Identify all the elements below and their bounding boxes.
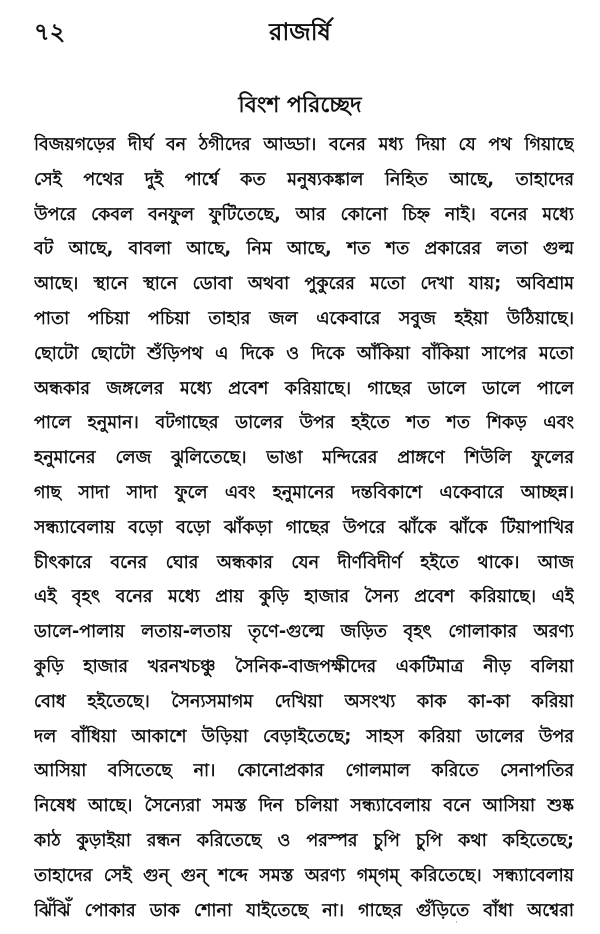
text-line: আছে। স্থানে স্থানে ডোবা অথবা পুকুরের মতো দেখা যায়; অবিশ্রাম xyxy=(34,274,574,295)
page-number: ৭২ xyxy=(34,18,66,46)
text-line: নিষেধ আছে। সৈন্যেরা সমস্ত দিন চলিয়া সন্ধ্যাবেলায় বনে আসিয়া শুষ্ক xyxy=(34,796,574,817)
text-line: বিজয়গড়ের দীর্ঘ বন ঠগীদের আড্ডা। বনের মধ্য দিয়া যে পথ গিয়াছে xyxy=(34,135,574,155)
text-line: পাতা পচিয়া পচিয়া তাহার জল একেবারে সবুজ হইয়া উঠিয়াছে। xyxy=(34,308,574,329)
text-line: পালে হনুমান। বটগাছের ডালের উপর হইতে শত শত শিকড় এবং xyxy=(34,413,574,434)
text-line: দল বাঁধিয়া আকাশে উড়িয়া বেড়াইতেছে; সাহস করিয়া ডালের উপর xyxy=(34,726,574,747)
chapter-title: বিংশ পরিচ্ছেদ xyxy=(238,93,362,118)
text-line: সেই পথের দুই পার্শ্বে কত মনুষ্যকঙ্কাল নিহিত আছে, তাহাদের xyxy=(34,169,574,190)
text-line: তাহাদের সেই গুন্ গুন্ শব্দে সমস্ত অরণ্য গম্‌গম্ করিতেছে। সন্ধ্যাবেলায় xyxy=(34,865,574,886)
text-line: ছোটো ছোটো শুঁড়িপথ এ দিকে ও দিকে আঁকিয়া বাঁকিয়া সাপের মতো xyxy=(34,343,574,364)
text-line: বোধ হইতেছে। সৈন্যসমাগম দেখিয়া অসংখ্য কাক কা-কা করিয়া xyxy=(34,691,574,712)
text-line: এই বৃহৎ বনের মধ্যে প্রায় কুড়ি হাজার সৈন্য প্রবেশ করিয়াছে। এই xyxy=(34,587,574,608)
text-line: ঝিঁঝিঁ পোকার ডাক শোনা যাইতেছে না। গাছের গুঁড়িতে বাঁধা অশ্বেরা xyxy=(34,900,574,921)
page-header xyxy=(0,14,600,54)
text-line: কুড়ি হাজার খরনখচঞ্চু সৈনিক-বাজপক্ষীদের একটিমাত্র নীড় বলিয়া xyxy=(34,656,574,677)
text-line: গাছ সাদা সাদা ফুলে এবং হনুমানের দন্তবিকাশে একেবারে আচ্ছন্ন। xyxy=(34,482,574,503)
scan-speck: · xyxy=(455,918,458,928)
text-line: উপরে কেবল বনফুল ফুটিতেছে, আর কোনো চিহ্ন নাই। বনের মধ্যে xyxy=(34,204,574,225)
text-line: আসিয়া বসিতেছে না। কোনোপ্রকার গোলমাল করিতে সেনাপতির xyxy=(34,761,574,782)
text-line: বট আছে, বাবলা আছে, নিম আছে, শত শত প্রকারের লতা গুল্ম xyxy=(34,239,574,260)
running-title: রাজর্ষি xyxy=(269,18,331,46)
text-line: চীৎকারে বনের ঘোর অন্ধকার যেন দীর্ণবিদীর্ণ হইতে থাকে। আজ xyxy=(34,552,574,573)
text-line: হনুমানের লেজ ঝুলিতেছে। ভাঙা মন্দিরের প্রাঙ্গণে শিউলি ফুলের xyxy=(34,448,574,469)
text-line: কাঠ কুড়াইয়া রন্ধন করিতেছে ও পরস্পর চুপি চুপি কথা কহিতেছে; xyxy=(34,830,574,851)
text-line: অন্ধকার জঙ্গলের মধ্যে প্রবেশ করিয়াছে। গাছের ডালে ডালে পালে xyxy=(34,378,574,399)
text-line: সন্ধ্যাবেলায় বড়ো বড়ো ঝাঁকড়া গাছের উপরে ঝাঁকে ঝাঁকে টিয়াপাখির xyxy=(34,517,574,538)
body-text xyxy=(34,128,574,928)
text-line: ডালে-পালায় লতায়-লতায় তৃণে-গুল্মে জড়িত বৃহৎ গোলাকার অরণ্য xyxy=(34,622,574,643)
